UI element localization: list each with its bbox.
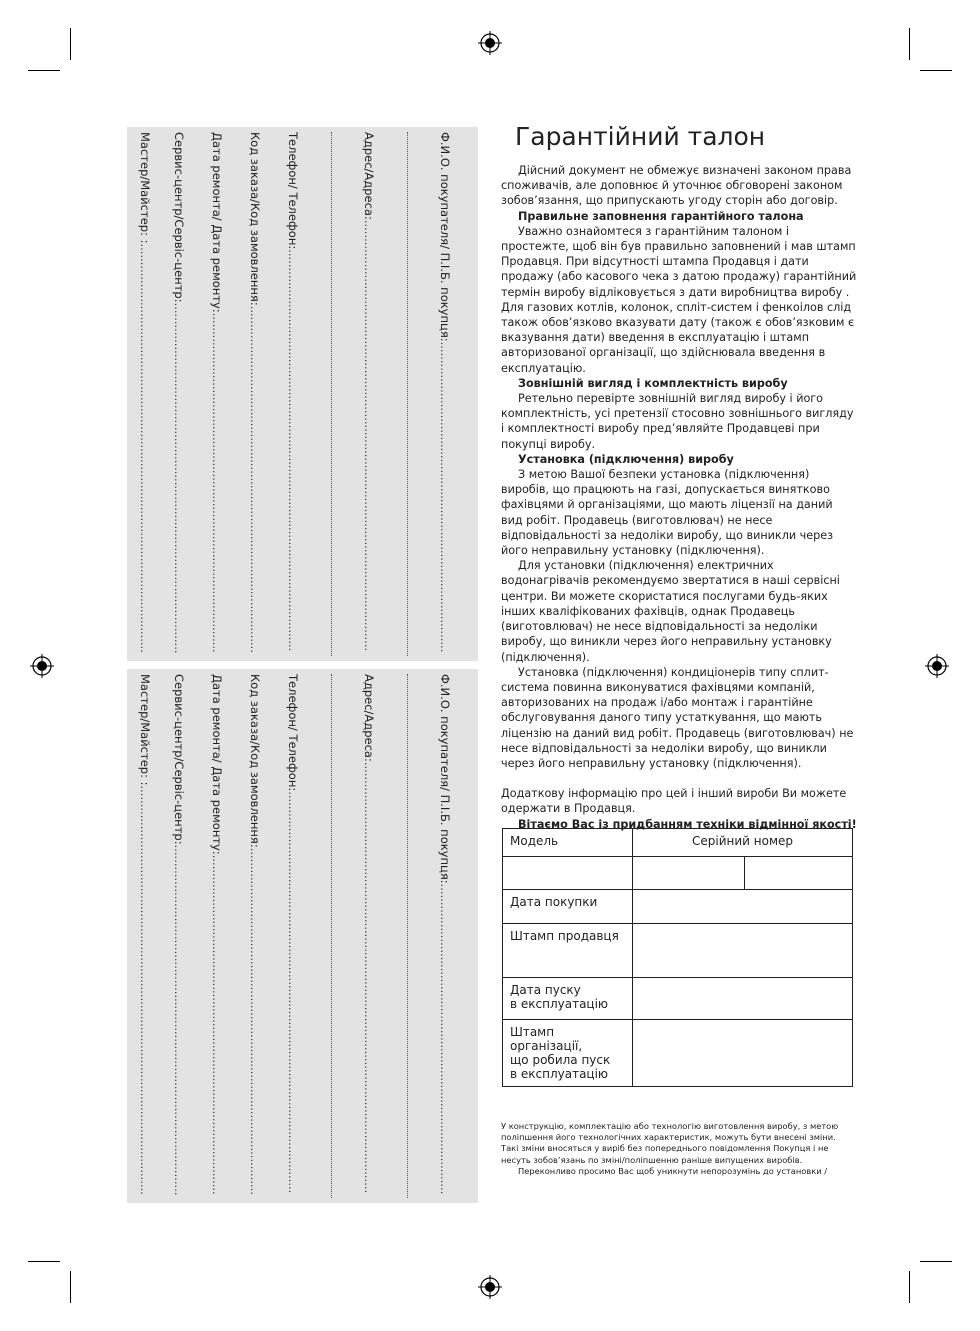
page-title: Гарантійний талон (515, 122, 766, 151)
org-stamp-label-line: Штамп організації, (510, 1025, 583, 1053)
fill-dots: ..................................................................................... (438, 883, 452, 1195)
field-buyer-name[interactable] (433, 669, 457, 1203)
intro-paragraph: Дійсний документ не обмежує визначені законом права споживачів, але доповнює й уточнює обговорені законом зобов’язання, що припускають угоду сторін або договір. (501, 164, 852, 208)
field-label: Дата ремонта/ Дата ремонту:............................................................................................. (210, 674, 224, 1195)
section-paragraph: Уважно ознайомтеся з гарантійним талоном і простежте, щоб він був правильно заповнений і мав штамп Продавця. При відсутності штампа Продавця і дати продажу (або касового чека з датою продажу) гарантійний термін виробу відліковується з дати виробництва виробу . Для газових котлів, колонок, спліт-систем і фенкоілов слід також обов’язково вказувати дату (також є обов’язковим є вказування дати) введення в експлуатацію і штамп авторизованої організації, що здійснювала введення в експлуатацію. (501, 224, 857, 375)
fill-dots: ................................................................................................................ (138, 243, 152, 653)
field-order-code[interactable] (243, 669, 267, 1203)
registration-mark-icon (30, 654, 54, 678)
fill-dots: ...................................................................................................................... (362, 761, 376, 1194)
repair-coupon-top (127, 127, 478, 661)
field-blank-line[interactable] (319, 127, 343, 661)
registration-mark-icon (478, 1275, 502, 1299)
dotted-line (331, 132, 332, 656)
org-stamp-field[interactable] (633, 1020, 853, 1087)
field-label: Мастер/Майстер: :................................................................................................................ (138, 132, 152, 653)
crop-mark (909, 1271, 910, 1303)
fill-dots: ................................................................................................ (172, 844, 186, 1196)
field-blank-line[interactable] (319, 669, 343, 1203)
field-blank-line[interactable] (395, 669, 419, 1203)
field-label: Код заказа/Код замовлення:............................................................................................... (248, 674, 262, 1195)
serial-input-2[interactable] (745, 857, 853, 890)
fill-dots: ................................................................................................................ (138, 785, 152, 1195)
fill-dots: ............................................................................................... (248, 305, 262, 653)
field-blank-line[interactable] (395, 127, 419, 661)
field-repair-date[interactable] (205, 127, 229, 661)
serial-input-1[interactable] (633, 857, 745, 890)
purchase-date-label: Дата покупки (503, 890, 633, 924)
field-label: Сервис-центр/Сервіс-центр:................................................................................................ (172, 674, 186, 1196)
dotted-line (331, 674, 332, 1198)
congrats-heading: Вітаємо Вас із придбанням техніки відмінної якості! (518, 817, 857, 831)
field-label: Мастер/Майстер: :................................................................................................................ (138, 674, 152, 1195)
purchase-date-input[interactable] (633, 890, 853, 924)
registration-mark-icon (925, 654, 949, 678)
warranty-form-table (502, 828, 853, 1087)
extra-info-paragraph: Додаткову інформацію про цей і інший вироби Ви можете одержати в Продавця. (501, 787, 847, 816)
section-paragraph: З метою Вашої безпеки установка (підключення) виробів, що працюють на газі, допускається винятково фахівцями й організаціями, що мають ліцензії на даний вид робіт. Продавець (виготовлювач) не несе відповідальності за недоліки виробу, що виникли через його неправильну установку (підключення). (501, 468, 834, 558)
serial-label: Серійний номер (633, 829, 853, 857)
fill-dots: ...................................................................................................................... (362, 219, 376, 652)
field-service-center[interactable] (167, 127, 191, 661)
field-buyer-name[interactable] (433, 127, 457, 661)
section-heading: Установка (підключення) виробу (518, 452, 734, 466)
fill-dots: ..................................................................................... (438, 341, 452, 653)
start-date-label (503, 978, 633, 1020)
footnote-paragraph: У конструкцію, комплектацію або технологію виготовлення виробу, з метою поліпшення його технологічних характеристик, можуть бути внесені зміни. Такі зміни вносяться у виріб без попереднього повідомлення Покупця і не несуть зобов’язань по зміні/поліпшенню раніше випущених виробів. (501, 1121, 839, 1165)
crop-mark (28, 70, 60, 71)
field-label: Ф.И.О. покупателя/ П.І.Б. покупця:..................................................................................... (438, 674, 452, 1195)
crop-mark (920, 1261, 952, 1262)
field-label: Сервис-центр/Сервіс-центр:................................................................................................ (172, 132, 186, 654)
start-date-label-line: Дата пуску (510, 983, 581, 997)
footnote-paragraph: Переконливо просимо Вас щоб уникнути непорозумінь до установки / (518, 1165, 828, 1176)
model-input[interactable] (503, 857, 633, 890)
fill-dots: ............................................................................................. (210, 312, 224, 653)
section-paragraph: Для установки (підключення) електричних водонагрівачів рекомендуємо звертатися в наші сервісні центри. Ви можете скористатися послугами будь-яких інших кваліфікованих фахівців, однак Продавець (виготовлювач) не несе відповідальності за недоліки виробу, що виникли через його неправильну установку (підключення). (501, 559, 840, 664)
dotted-line (407, 132, 408, 656)
field-order-code[interactable] (243, 127, 267, 661)
crop-mark (909, 28, 910, 60)
seller-stamp-label: Штамп продавця (503, 924, 633, 978)
field-service-center[interactable] (167, 669, 191, 1203)
field-label: Адрес/Адреса:...................................................................................................................... (362, 674, 376, 1194)
field-master[interactable] (133, 127, 157, 661)
section-heading: Правильне заповнення гарантійного талона (518, 209, 804, 223)
section-heading: Зовнішній вигляд і комплектність виробу (518, 376, 788, 390)
field-label: Ф.И.О. покупателя/ П.І.Б. покупця:..................................................................................... (438, 132, 452, 653)
org-stamp-label-line: в експлуатацію (510, 1067, 609, 1081)
field-repair-date[interactable] (205, 669, 229, 1203)
org-stamp-label-line: що робила пуск (510, 1053, 611, 1067)
crop-mark (70, 1271, 71, 1303)
field-label: Телефон/ Телефон:.............................................................................................................. (286, 674, 300, 1194)
fill-dots: .............................................................................................................. (286, 791, 300, 1194)
section-paragraph: Ретельно перевірте зовнішній вигляд виробу і його комплектність, усі претензії стосовно зовнішнього вигляду і комплектності виробу пред’являйте Продавцеві при покупці виробу. (501, 392, 854, 451)
field-address[interactable] (357, 669, 381, 1203)
fill-dots: ............................................................................................... (248, 847, 262, 1195)
crop-mark (70, 28, 71, 60)
start-date-input[interactable] (633, 978, 853, 1020)
field-address[interactable] (357, 127, 381, 661)
field-phone[interactable] (281, 669, 305, 1203)
footnote (501, 1121, 851, 1177)
registration-mark-icon (478, 31, 502, 55)
org-stamp-label (503, 1020, 633, 1087)
fill-dots: .............................................................................................................. (286, 249, 300, 652)
seller-stamp-field[interactable] (633, 924, 853, 978)
model-label: Модель (503, 829, 633, 857)
warranty-text (501, 163, 857, 832)
section-paragraph: Установка (підключення) кондиціонерів типу сплит-система повинна виконуватися фахівцями компаній, авторизованих на продаж і/або монтаж і гарантійне обслуговування даного типу устаткування, що мають ліцензію на даний вид робіт. Продавець (виготовлювач) не несе відповідальності за недоліки виробу, що виникли через його неправильну установку (підключення). (501, 665, 854, 770)
field-master[interactable] (133, 669, 157, 1203)
fill-dots: ............................................................................................. (210, 854, 224, 1195)
field-label: Адрес/Адреса:...................................................................................................................... (362, 132, 376, 652)
field-label: Телефон/ Телефон:.............................................................................................................. (286, 132, 300, 652)
field-phone[interactable] (281, 127, 305, 661)
field-label: Код заказа/Код замовлення:............................................................................................... (248, 132, 262, 653)
repair-coupon-bottom (127, 669, 478, 1203)
field-label: Дата ремонта/ Дата ремонту:............................................................................................. (210, 132, 224, 653)
start-date-label-line: в експлуатацію (510, 997, 609, 1011)
fill-dots: ................................................................................................ (172, 302, 186, 654)
dotted-line (407, 674, 408, 1198)
crop-mark (920, 70, 952, 71)
crop-mark (28, 1261, 60, 1262)
